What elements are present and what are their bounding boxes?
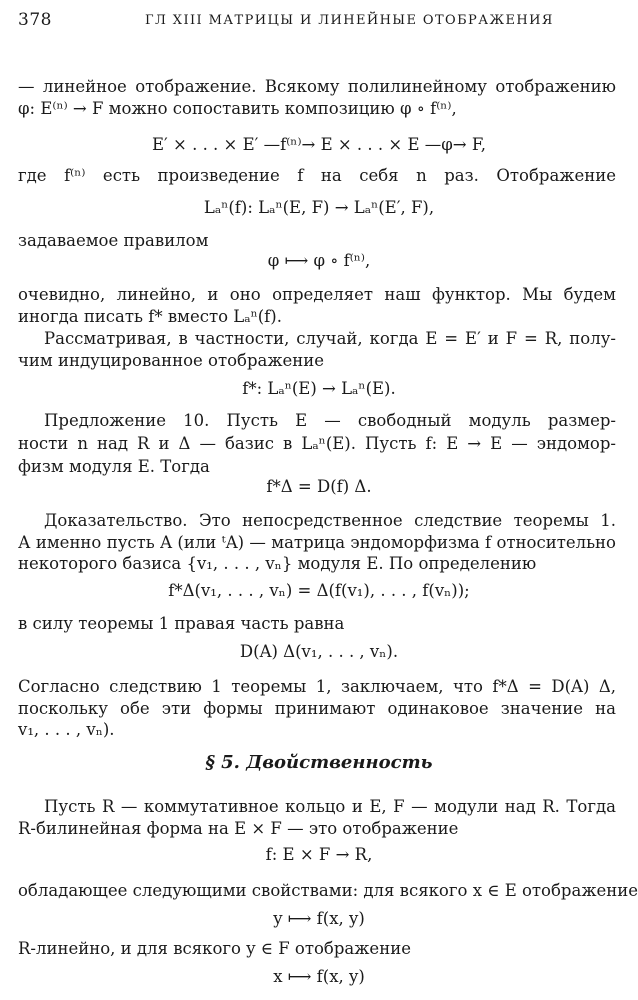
text-line: поскольку обе эти формы принимают одинаковое значение на [18,699,616,718]
page-number: 378 [18,10,52,30]
formula-line: f*Δ = D(f) Δ. [266,477,372,496]
section-heading: § 5. Двойственность [205,752,433,773]
text-line: φ: E⁽ⁿ⁾ → F можно сопоставить композицию φ ∘ f⁽ⁿ⁾, [18,99,457,118]
text-line: А именно пусть A (или ᵗA) — матрица эндоморфизма f относительно [18,533,616,552]
formula-line: φ ⟼ φ ∘ f⁽ⁿ⁾, [267,251,371,270]
formula-line: y ⟼ f(x, y) [273,909,365,928]
text-line: R-билинейная форма на E × F — это отображение [18,819,459,838]
formula-line: Lₐⁿ(f): Lₐⁿ(E, F) → Lₐⁿ(E′, F), [203,198,435,217]
running-head: ГЛ XIII МАТРИЦЫ И ЛИНЕЙНЫЕ ОТОБРАЖЕНИЯ [145,13,554,28]
text-line: некоторого базиса {v₁, . . . , vₙ} модуля E. По определению [18,554,537,573]
text-line: иногда писать f* вместо Lₐⁿ(f). [18,307,282,326]
text-line: чим индуцированное отображение [18,351,325,370]
formula-line: f*Δ(v₁, . . . , vₙ) = Δ(f(v₁), . . . , f(vₙ)); [168,581,470,600]
text-line: обладающее следующими свойствами: для всякого x ∈ E отображение [18,881,638,900]
proof-line: Доказательство. Это непосредственное следствие теоремы 1. [44,511,616,530]
text-line: очевидно, линейно, и оно определяет наш функтор. Мы будем [18,285,616,304]
proposition-line: ности n над R и Δ — базис в Lₐⁿ(E). Пусть f: E → E — эндомор- [18,434,616,453]
formula-line: f: E × F → R, [265,845,373,864]
text-line: — линейное отображение. Всякому полилинейному отображению [18,77,616,96]
formula-line: D(A) Δ(v₁, . . . , vₙ). [239,642,399,661]
text-line: v₁, . . . , vₙ). [18,720,115,739]
text-line: задаваемое правилом [18,231,209,250]
text-line: Согласно следствию 1 теоремы 1, заключаем, что f*Δ = D(A) Δ, [18,677,616,696]
text-line: Пусть R — коммутативное кольцо и E, F — модули над R. Тогда [44,797,616,816]
formula-line: x ⟼ f(x, y) [273,967,365,986]
proposition-line: физм модуля E. Тогда [18,457,210,476]
formula-line: f*: Lₐⁿ(E) → Lₐⁿ(E). [242,379,396,398]
text-line: Рассматривая, в частности, случай, когда E = E′ и F = R, полу- [44,329,616,348]
text-line: где f⁽ⁿ⁾ есть произведение f на себя n раз. Отображение [18,166,616,185]
proposition-line: Предложение 10. Пусть E — свободный модуль размер- [44,411,616,430]
text-line: R-линейно, и для всякого y ∈ F отображение [18,939,411,958]
text-line: в силу теоремы 1 правая часть равна [18,614,345,633]
formula-line: E′ × . . . × E′ —f⁽ⁿ⁾→ E × . . . × E —φ→ F, [151,135,487,154]
